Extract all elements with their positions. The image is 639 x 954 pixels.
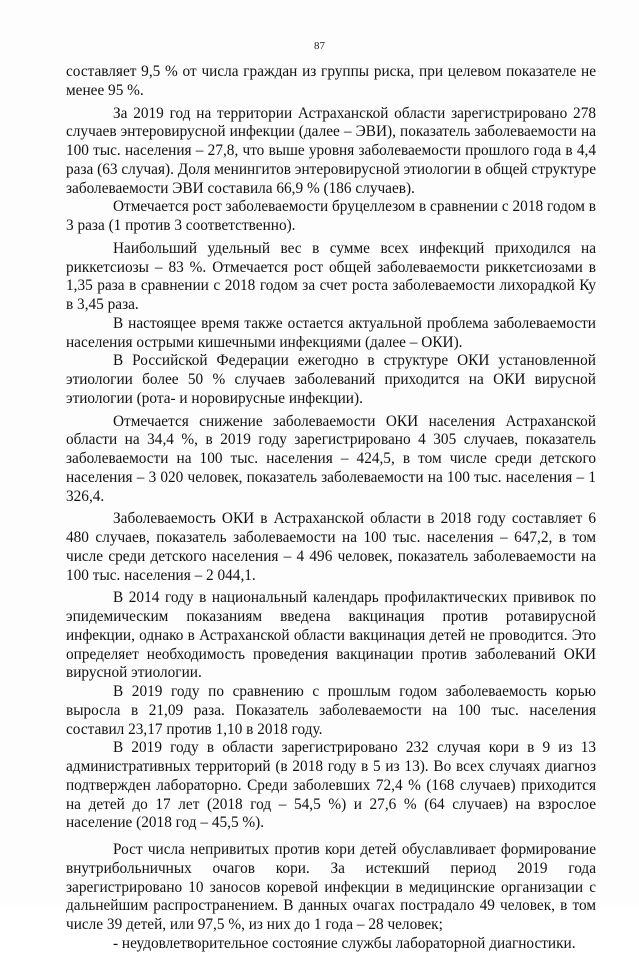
paragraph-brucellosis: Отмечается рост заболеваемости бруцеллезом в сравнении с 2018 годом в 3 раза (1 против 3 соответственно). [66,198,596,234]
body-text [66,63,596,954]
paragraph-evi: За 2019 год на территории Астраханской области зарегистрировано 278 случаев энтеровирусной инфекции (далее – ЭВИ), показатель заболеваемости на 100 тыс. населения – 27,8, что выше уровня заболеваемости прошлого года в 4,4 раза (63 случая). Доля менингитов энтеровирусной этиологии в общей структуре заболеваемости ЭВИ составила 66,9 % (186 случаев). [66,104,596,197]
paragraph-rickettsiosis: Наибольший удельный вес в сумме всех инфекций приходился на риккетсиозы – 83 %. Отмечается рост общей заболеваемости риккетсиозами в 1,35 раза в сравнении с 2018 годом за счет роста заболеваемости лихорадкой Ку в 3,45 раза. [66,239,596,313]
paragraph-oki-2018: Заболеваемость ОКИ в Астраханской области в 2018 году составляет 6 480 случаев, показатель заболеваемости на 100 тыс. населения – 647,2, в том числе среди детского населения – 4 496 человек, показатель заболеваемости на 100 тыс. населения – 2 044,1. [66,510,596,584]
paragraph-continuation: составляет 9,5 % от числа граждан из группы риска, при целевом показателе не менее 95 %. [66,63,596,99]
paragraph-oki-2019: Отмечается снижение заболеваемости ОКИ населения Астраханской области на 34,4 %, в 2019 году зарегистрировано 4 305 случаев, показатель заболеваемости на 100 тыс. населения – 424,5, в том числе среди детского населения – 3 020 человек, показатель заболеваемости на 100 тыс. населения – 1 326,4. [66,412,596,505]
paragraph-rf-oki: В Российской Федерации ежегодно в структуре ОКИ установленной этиологии более 50 % случаев заболеваний приходится на ОКИ вирусной этиологии (рота- и норовирусные инфекции). [66,352,596,407]
paragraph-vaccination: В 2014 году в национальный календарь профилактических прививок по эпидемическим показаниям введена вакцинация против ротавирусной инфекции, однако в Астраханской области вакцинация детей не проводится. Это определяет необходимость проведения вакцинации против заболеваний ОКИ вирусной этиологии. [66,589,596,682]
page-number: 87 [314,40,325,52]
paragraph-lab-diagnostics: - неудовлетворительное состояние службы лабораторной диагностики. [113,934,576,952]
paragraph-measles-cases: В 2019 году в области зарегистрировано 232 случая кори в 9 из 13 административных территорий (в 2018 году в 5 из 13). Во всех случаях диагноз подтвержден лабораторно. Среди заболевших 72,4 % (168 случаев) приходится на детей до 17 лет (2018 год – 54,5 %) и 27,6 % (64 случаев) на взрослое население (2018 год – 45,5 %). [66,739,596,832]
paragraph-oki-problem: В настоящее время также остается актуальной проблема заболеваемости населения острыми кишечными инфекциями (далее – ОКИ). [66,314,596,351]
paragraph-measles-outbreaks: Рост числа непривитых против кори детей обуславливает формирование внутрибольничных очагов кори. За истекший период 2019 года зарегистрировано 10 заносов коревой инфекции в медицинские организации с дальнейшим распространением. В данных очагах пострадало 49 человек, в том числе 39 детей, или 97,5 %, из них до 1 года – 28 человек; [66,841,596,933]
paragraph-measles-rate: В 2019 году по сравнению с прошлым годом заболеваемость корью выросла в 21,09 раза. Показатель заболеваемости на 100 тыс. населения составил 23,17 против 1,10 в 2018 году. [66,683,596,738]
